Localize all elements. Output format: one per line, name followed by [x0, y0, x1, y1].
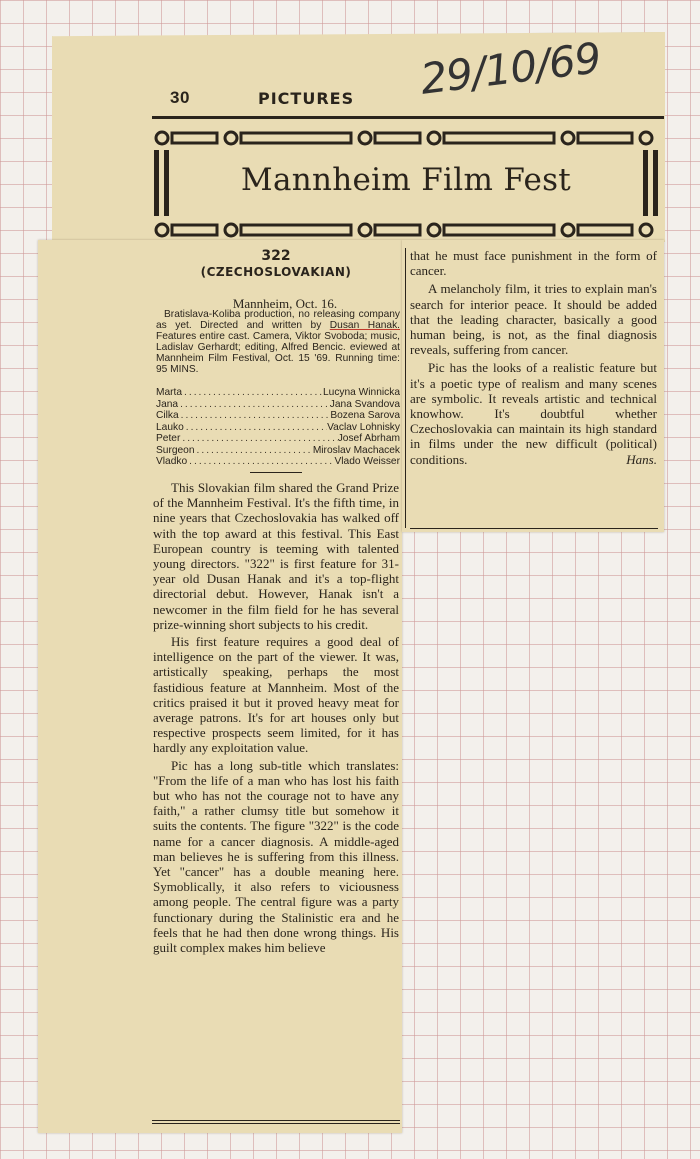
cast-role: Jana — [156, 398, 179, 410]
cast-role: Peter — [156, 433, 181, 444]
credits-text-before: Bratislava-Koliba production, no releasing company as yet. Directed and written by — [156, 309, 400, 331]
headline-banner — [152, 128, 660, 240]
review-paragraph-text: Pic has the looks of a realistic feature but it's a poetic type of realism and many scenes are symbolic. It reveals artistic and technical knowhow. It's doubtful whether Czechoslovakia can maintain its high standard in films under the new difficult (political) conditions. — [410, 360, 657, 467]
cast-row — [156, 399, 400, 411]
film-title: 322 — [261, 248, 291, 264]
cast-actor: Miroslav Machacek — [312, 444, 400, 456]
review-paragraph — [410, 360, 657, 466]
cast-actor: Josef Abrham — [337, 433, 400, 444]
cast-row — [156, 456, 400, 468]
cast-role: Vladko — [156, 456, 188, 467]
cast-actor: Lucyna Winnicka — [322, 387, 400, 398]
cast-actor: Vlado Weisser — [334, 456, 400, 467]
film-origin: (CZECHOSLOVAKIAN) — [200, 265, 352, 279]
page-number: 30 — [170, 88, 190, 107]
cast-row — [156, 422, 400, 434]
cast-row — [156, 387, 400, 399]
review-paragraph: This Slovakian film shared the Grand Prize of the Mannheim Festival. It's the fifth time, in nine years that Czechoslovakia has walked off with the top award at this festival. This East European country is teeming with talented young directors. "322" is first feature for 31-year old Dusan Hanak and it's a top-flight directorial debut. However, Hanak isn't a newcomer in the film field for he has several prize-winning short subjects to his credit. — [153, 480, 399, 632]
review-left-column — [153, 480, 399, 955]
cast-role: Lauko — [156, 421, 184, 433]
cast-role: Cilka — [156, 410, 179, 421]
review-byline: Hans. — [626, 451, 657, 467]
cast-actor: Jana Svandova — [329, 398, 400, 410]
banner-chain-top — [152, 128, 660, 148]
banner-chain-bottom — [152, 220, 660, 240]
cast-row — [156, 445, 400, 457]
cast-row — [156, 433, 400, 445]
review-right-column — [410, 248, 657, 467]
header-rule — [152, 116, 664, 119]
director-name: Dusan Hanak. — [329, 320, 401, 331]
column-divider — [405, 248, 406, 528]
cast-separator-rule — [250, 472, 302, 473]
credits-text-after: Features entire cast. Camera, Viktor Svoboda; music, Ladislav Gerhardt; editing, Alfred Bencic. eviewed at Mannheim Film Festival, Oct. 15 '69. Running time: 95 MINS. — [156, 331, 400, 375]
section-name: PICTURES — [258, 89, 355, 108]
handwritten-date: 29/10/69 — [417, 33, 603, 104]
dateline: Mannheim, Oct. 16. — [232, 296, 338, 311]
film-credits — [156, 309, 400, 375]
cast-role: Marta — [156, 387, 183, 398]
right-column-end-rule — [410, 528, 658, 529]
cast-actor: Vaclav Lohnisky — [327, 421, 400, 433]
headline: Mannheim Film Fest — [240, 162, 572, 198]
cast-actor: Bozena Sarova — [330, 410, 400, 421]
cast-list — [156, 387, 400, 468]
review-paragraph: His first feature requires a good deal of intelligence on the part of the viewer. It was, artistically speaking, perhaps the most fastidious feature at Mannheim. Most of the critics praised it but it proved heavy meat for average patrons. It's for art houses only but respective prospects seem limited, for it has hardly any exploitation value. — [153, 634, 399, 756]
page-header — [170, 88, 650, 112]
review-continuation: that he must face punishment in the form of cancer. — [410, 248, 657, 279]
review-paragraph: Pic has a long sub-title which translates: "From the life of a man who has lost his faith but who has not the courage not to have any faith," a rather clumsy title but somehow it suits the contents. The figure "322" is the code name for a cancer diagnosis. A middle-aged man believes he is suffering from this illness. Yet "cancer" has a double meaning here. Symoblically, it also refers to viciousness among people. The central figure was a party functionary during the Stalinistic era and he feels that he had then done wrong things. His guilt complex makes him believe — [153, 757, 399, 956]
cast-row — [156, 410, 400, 422]
left-column-end-rule — [152, 1120, 400, 1124]
review-paragraph: A melancholy film, it tries to explain man's search for interior peace. It should be added that the leading character, basically a good human being, is not, as the final diagnosis reveals, suffering from cancer. — [410, 281, 657, 358]
cast-role: Surgeon — [156, 444, 195, 456]
